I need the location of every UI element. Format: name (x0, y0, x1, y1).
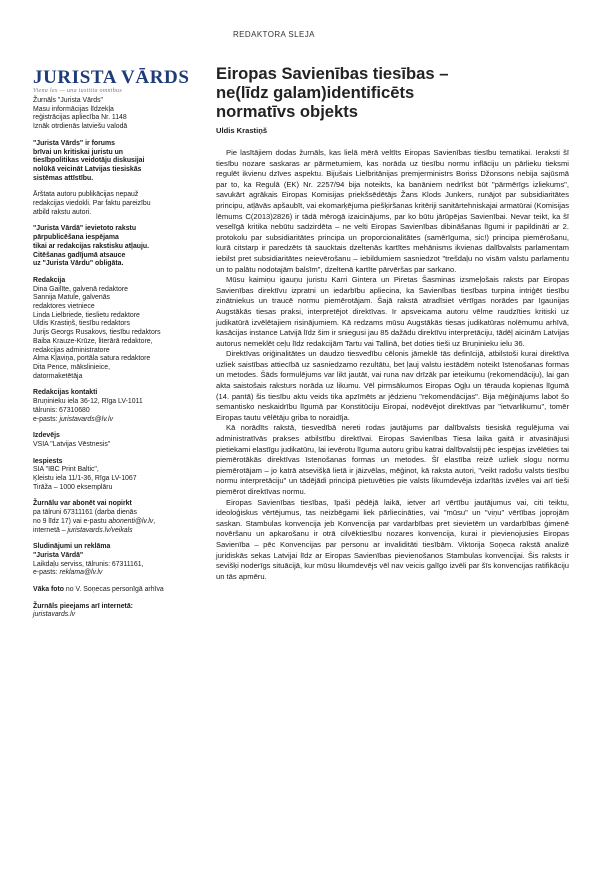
article-paragraph: Mūsu kaimiņu igauņu juristu Karri Gintera un Piretas Šasminas izsmeļošais raksts par Eiropas Savienības direktīvu izpratni un iedarbību apliecina, ka Savienības tiesības turpina intriģēt tiesību zinātniekus un traucē normu piemērotājam. Šajā rakstā atradīsiet vērtīgas norādes par Igaunijas Augstākās tiesas praksi, interpretējot direktīvas. Ir apsveicama autoru vēlme raudzīties kritiski uz judikatūrā izvēlētajiem risinājumiem. Kā redzams mūsu Augstākās tiesas judikatūras nolēmumu arhīvā, kasācijas instance Latvijā līdz šim ir sniegusi jau 85 dažādu direktīvu interpretāciju, tādēļ aicinām Latvijas autorus nemeklēt ceļu līdz redakcijām Tartu vai Tallinā, bet doties tieši uz Bruņinieku ielu 36. (216, 275, 569, 348)
subscribe-heading: Žurnālu var abonēt vai nopirkt (33, 500, 132, 508)
ads-heading: Sludinājumi un reklāma (33, 543, 111, 551)
publisher-block: Izdevējs VSIA "Latvijas Vēstnesis" (33, 432, 198, 449)
article-paragraph: Pie lasītājiem dodas žurnāls, kas lielā mērā veltīts Eiropas Savienības tiesību tematikai. Ieraksti šī tiesību nozare saskaras ar pārmetumiem, kas norāda uz tiesību normu inflāciju un pārlieku tieksmi regulēt ikvienu dzīves aspektu. Bijušais Lielbritānijas premjerministrs Boriss Džonsons nebija sajūsmā par to, ka Regulā (EK) Nr. 2257/94 bija noteikts, ka banāniem nedrīkst būt "pārmērīgs izliekums", savukārt agrākais Eiropas Komisijas priekšsēdētājs Žans Klods Junkers, runājot par subsidiaritātes principu, atļāvās apšaubīt, vai ekomarķējuma piešķiršanas kritēriji sanitārtehniskajai armatūrai (Komisijas lēmums C(2013)2826) ir tādā mērogā izaicinājums, par ko būtu jārūpējas Savienībai. Nevar teikt, ka šī veselīgā kritika nebūtu sadzirdēta – ne velti Eiropas Savienības dibināšanas līgumi ir papildināti ar 2. protokolu par subsidiaritātes principa un proporcionalitātes (samērīguma, sic!) principa piemērošanu, kurā citstarp ir paredzēts tā saucktais dzeltenās kartītes mehānisms ikvienas dalībvalsts parlamentam iebilst pret subsidiaritātes neievērošanu – iebildumiem sasniedzot "trešdaļu no visām valstu parlamentu un to palātu nodotajām balsīm", dzeltenā kartīte pārvēršas par sarkano. (216, 148, 569, 274)
contacts-heading: Redakcijas kontakti (33, 389, 98, 397)
ads-block: Sludinājumi un reklāma "Jurista Vārdā" Laikdaļu serviss, tālrunis: 67311161, e-pasts: reklama@lv.lv (33, 543, 198, 578)
online-heading: Žurnāls pieejams arī internetā: (33, 602, 133, 610)
article-body (216, 148, 569, 582)
printer-heading: Iespiests (33, 457, 63, 465)
cover-photo-credit: Vāka foto no V. Soņecas personīgā arhīva (33, 586, 164, 594)
logo-name: JURISTA VĀRDS (33, 67, 190, 88)
opinion-disclaimer: Ārštata autoru publikācijas nepauž redakcijas viedokli. Par faktu pareizību atbild rakstu autori. (33, 191, 151, 216)
publisher-heading: Izdevējs (33, 432, 60, 440)
editorial-staff: Redakcija Dina Gailīte, galvenā redaktore Sannija Matule, galvenās redaktores vietniece Linda Lielbriede, tieslietu redaktore Uldis Krastiņš, tiesību redaktors Jurijs Georgs Rusakovs, tiesību redaktors Baiba Krauze-Krūze, literārā redaktore, redakcijas administratore Alma Kļaviņa, portāla satura redaktore Dita Pence, mākslinieice, datormaketētāja (33, 277, 198, 381)
subscription-block: Žurnālu var abonēt vai nopirkt pa tālruni 67311161 (darba dienās no 9 līdz 17) vai e-pastu abonenti@lv.lv, internetā – juristavards.lv/veikals (33, 500, 198, 535)
mission-statement: "Jurista Vārds" ir forums brīvai un kritiskai juristu un tiesībpolitikas veidotāju diskusijai nolūkā veicināt Latvijas tiesiskās sistēmas attīstību. (33, 139, 145, 182)
logo-tagline: Viena lex — una iustitia omnibus (33, 88, 122, 94)
article-paragraph: Kā norādīts rakstā, tiesvedībā nereti rodas jautājums par dalībvalsts tiesiskā regulējuma vai administratīvās prakses atbilstību direktīvai. Eiropas Savienības Tiesa laika gaitā ir atvasinājusi pietiekami elastīgu judikatūru, lai ievērotu līguma autoru gribu katrai dalībvalstij pēc iespējas izvēlēties tai piemērotākās direktīvas īstenošanas formas un metodes. Šī elastība reizē uzliek slogu normu piemērotājam – jo katrā atsevišķā lietā ir jāizvēlas, mēģinot, kā raksta autori, "veikt radošu valsts tiesību normu interpretāciju" un tādējādi principā pietuvēties pie valsts likumdevēja izdarītās izvēles vai arī tieši piemērot direktīvas normu. (216, 423, 569, 496)
ads-email-link[interactable]: reklama@lv.lv (59, 569, 103, 577)
contacts-email-link[interactable]: juristavards@lv.lv (59, 415, 114, 423)
article-author: Uldis Krastiņš (216, 126, 268, 135)
editorial-heading: Redakcija (33, 276, 66, 284)
copyright-notice: "Jurista Vārdā" ievietoto rakstu pārpublicēšana iespējama tikai ar redakcijas rakstisku atļauju. Citēšanas gadījumā atsauce uz "Jurista Vārdu" obligāta. (33, 225, 150, 268)
subscribe-web-link[interactable]: juristavards.lv/veikals (67, 526, 133, 534)
editorial-contacts: Redakcijas kontakti Bruņinieku iela 36-12, Rīga LV-1011 tālrunis: 67310680 e-pasts: juristavards@lv.lv (33, 389, 198, 424)
masthead-intro: Žurnāls "Jurista Vārds" Masu informācijas līdzekļa reģistrācijas apliecība Nr. 1148 Iznāk otrdienās latviešu valodā (33, 97, 128, 131)
subscribe-email-link[interactable]: abonenti@lv.lv (108, 517, 154, 525)
article-paragraph: Eiropas Savienības tiesības, īpaši pēdējā laikā, ietver arī vērtību jautājumus vai, citi teiktu, ideoloģiskus vērtējumus, tas neizbēgami liek pārliecināties, vai "mūsu" un "viņu" vērtības joprojām saskan. Stambulas konvencija jeb Konvencija par vardarbības pret sievietēm un vardarbības ģimenē novēršanu un apkarošanu ir otrā cilvēktiesību nozares konvencija, kurai ir pievienojusies Eiropas Savienība – pēc Konvencijas par personu ar invaliditāti tiesībām. Viktorija Soņeca rakstā analizē juridiskās sekas Latvijai līdz ar Eiropas Savienības pievienošanos Stambulas konvencijai. Šis raksts ir sevišķi noderīgs situācijā, kur mūsu likumdevējs vēl nav veicis galīgo izvēli par šīs konvencijas ratifikāciju un tās apmēru. (216, 497, 569, 581)
printer-block: Iespiests SIA "IBC Print Baltic", Ķleistu iela 11/1-36, Rīga LV-1067 Tirāža – 1000 eksemplāru (33, 458, 198, 493)
online-url-link[interactable]: juristavards.lv (33, 611, 76, 619)
article-title: Eiropas Savienības tiesības – ne(līdz galam)identificēts normatīvs objekts (216, 64, 449, 121)
publication-logo (33, 68, 190, 94)
ads-subheading: "Jurista Vārdā" (33, 551, 84, 559)
section-label: REDAKTORA SLEJA (233, 30, 315, 39)
article-paragraph: Direktīvas oriģinalitātes un daudzo tiesvedību cēlonis jāmeklē tās definīcijā, atbilstoši kurai direktīva uzliek saistības attiecībā uz sasniedzamo rezultātu, bet ļauj valstu iestādēm noteikt īstenošanas formas un metodes. Šāds formulējums var likt jautāt, vai runa nav drīzāk par ieteikumu (rekomendāciju), lai gan akta saistošais raksturs norāda uz likumu. Vēl pirmsākumos Eiropas Ogļu un tērauda kopienas līgumā (14. pantā) šis tiesību aktu veids tika apzīmēts ar jēdzienu "rekomendācijas". Bija mēģinājums labot šo semantisko neskaidrību līgumā par Konstitūciju Eiropai, nodēvējot direktīvas par "ietvarlikumu", tomēr Eiropas tautu vēlētāju griba to noraidīja. (216, 349, 569, 422)
online-block (33, 603, 198, 620)
masthead-sidebar (33, 97, 198, 628)
